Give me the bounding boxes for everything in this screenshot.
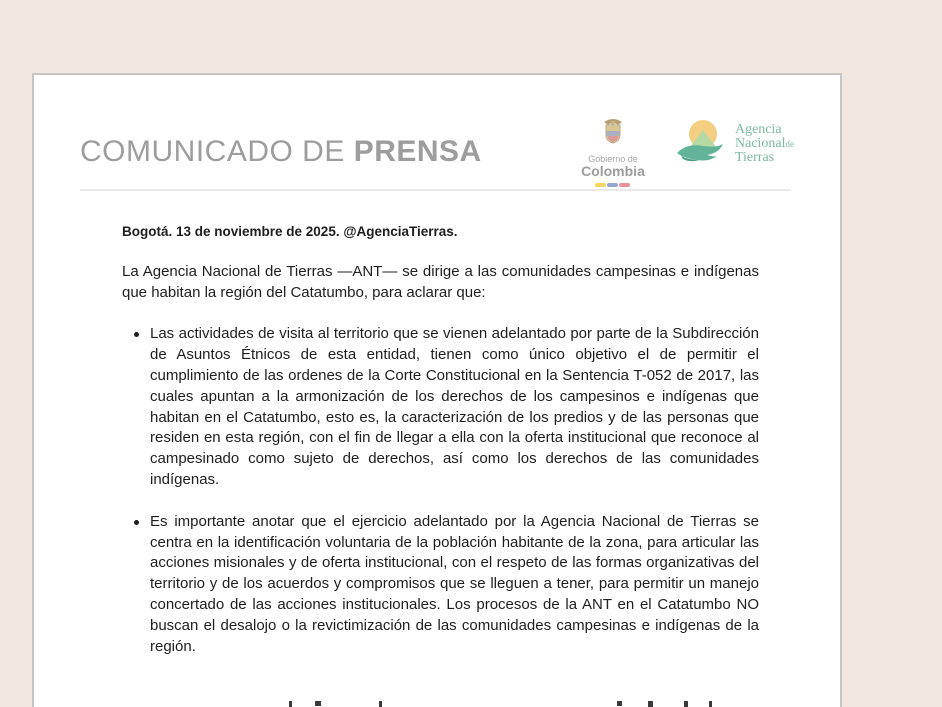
ant-logo-text [735, 123, 794, 165]
colombia-crest-icon [598, 134, 628, 151]
ant-logo-line3: Tierras [734, 149, 775, 165]
bullet-item-2: Es importante anotar que el ejercicio adelantado por la Agencia Nacional de Tierras se centra en la identificación voluntaria de la población habitante de la zona, para articular las acciones misionales y de oferta institucional, con el respeto de las formas organizativas del territorio y de los acuerdos y compromisos que se lleguen a tener, para permitir un manejo concertado de las acciones institucionales. Los procesos de la ANT en el Catatumbo NO buscan el desalojo o la revictimización de las comunidades campesinas e indígenas de la región. [122, 512, 759, 658]
intro-paragraph: La Agencia Nacional de Tierras —ANT— se dirige a las comunidades campesinas e indígenas que habitan la región del Catatumbo, para aclarar que: [122, 262, 759, 301]
gobierno-de-colombia-logo [573, 117, 653, 187]
bullet-item-1: Las actividades de visita al territorio que se vienen adelantado por parte de la Subdirección de Asuntos Étnicos de esta entidad, tienen como único objetivo el de permitir el cumplimiento de las ordenes de la Corte Constitucional en la Sentencia T-052 de 2017, las cuales apuntan a la armonización de los derechos de los campesinos e indígenas que habitan en el Catatumbo, esto es, la caracterización de los predios y de las personas que residen en esta región, con el fin de llegar a ella con la oferta institucional que reconoce al campesinado como sujeto de derechos, así como los derechos de las comunidades indígenas. [122, 324, 759, 490]
ant-logo-line2-small: de [785, 138, 794, 149]
logo-group [573, 117, 794, 187]
ant-logo-line1: Agencia [734, 121, 782, 137]
agencia-nacional-de-tierras-logo [673, 117, 794, 170]
press-release-body [122, 222, 759, 657]
dateline: Bogotá. 13 de noviembre de 2025. @AgenciaTierras. [122, 224, 458, 239]
gobierno-logo-line1: Gobierno de [588, 154, 638, 164]
page-title-bold: PRENSA [353, 135, 482, 168]
page-title-regular: COMUNICADO DE [80, 135, 354, 168]
page-title [80, 135, 482, 169]
ant-sun-mountain-icon [673, 117, 727, 170]
bullet-list [122, 324, 759, 657]
gobierno-logo-line2: Colombia [581, 163, 645, 179]
ant-logo-line2: Nacionalde [734, 135, 794, 151]
page-header [80, 115, 794, 183]
colombia-flag-icon [573, 183, 653, 187]
press-release-page [32, 73, 842, 707]
clipped-text-line [34, 701, 844, 707]
header-divider [80, 189, 791, 191]
